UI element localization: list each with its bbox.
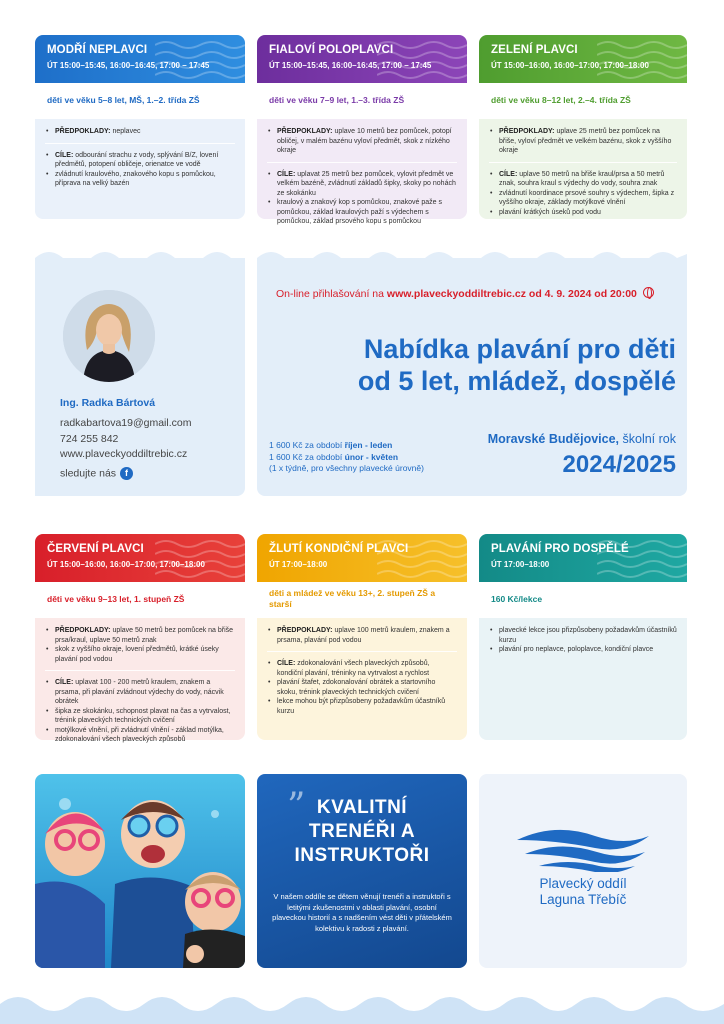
list-item: • kraulový a znakový kop s pomůckou, znakové paže s pomůckou, základ kraulových paží s výdechem s pomůckou, základ prsového kopu s pomůckou xyxy=(267,198,457,227)
card-price: 160 Kč/lekce xyxy=(491,594,543,604)
card-time: ÚT 15:00–15:45, 16:00–16:45, 17:00 – 17:45 xyxy=(269,61,432,70)
club-logo-panel xyxy=(479,774,687,968)
wave-decoration xyxy=(597,35,687,83)
wave-logo-icon xyxy=(515,826,651,872)
card-header xyxy=(257,534,467,582)
kids-swimming-photo xyxy=(35,774,245,968)
prerequisites-section xyxy=(45,626,235,670)
card-time: ÚT 15:00–15:45, 16:00–16:45, 17:00 – 17:45 xyxy=(47,61,210,70)
list-item: • CÍLE: uplavat 25 metrů bez pomůcek, vylovit předmět ve velkém bazéně, zvládnutí základů šipky, skoky po nohách ze skokánku xyxy=(267,170,457,199)
card-time: ÚT 17:00–18:00 xyxy=(491,560,550,569)
price-line: 1 600 Kč za období únor - květen xyxy=(269,451,399,462)
follow-label: sledujte nás xyxy=(60,467,117,480)
card-time: ÚT 15:00–16:00, 16:00–17:00, 17:00–18:00 xyxy=(47,560,205,569)
wave-decoration xyxy=(155,35,245,83)
goals-section xyxy=(267,162,457,233)
list-item: • CÍLE: zdokonalování všech plaveckých způsobů, kondiční plavání, tréninky na vytrvalost a rychlost xyxy=(267,659,457,678)
facebook-icon[interactable]: f xyxy=(120,467,133,480)
card-age: děti ve věku 5–8 let, MŠ, 1.–2. třída ZŠ xyxy=(47,95,200,105)
quote-icon: ” xyxy=(287,786,306,827)
list-item: • CÍLE: uplave 50 metrů na břiše kraul/prsa a 50 metrů znak, souhra kraul s výdechy do vody, souhra znak xyxy=(489,170,677,189)
list-item: • plavání krátkých úseků pod vodu xyxy=(489,208,677,218)
registration-link[interactable]: www.plaveckyoddiltrebic.cz xyxy=(386,288,526,300)
quality-text: V našem oddíle se dětem věnují trenéři a instruktoři s letitými zkušenostmi v oblasti plavání, osobní plaveckou historií a s nadšením vést děti v přátelském kolektivu k radosti z plavání. xyxy=(272,892,452,933)
page-title: Nabídka plavání pro děti od 5 let, mládež, dospělé xyxy=(357,334,676,396)
list-item: • zvládnutí kraulového, znakového kopu s pomůckou, příprava na velký bazén xyxy=(45,170,235,189)
trainer-email[interactable]: radkabartova19@gmail.com xyxy=(60,417,192,429)
card-body xyxy=(479,618,687,740)
list-item: • PŘEDPOKLADY: uplave 10 metrů bez pomůcek, potopí obličej, v malém bazénu vyloví předmět, skok z nízkého okraje xyxy=(267,127,457,156)
card-title: PLAVÁNÍ PRO DOSPĚLÉ xyxy=(491,543,629,555)
list-item: • PŘEDPOKLADY: uplave 100 metrů kraulem, znakem a prsama, plavání pod vodou xyxy=(267,626,457,645)
price-note: (1 x týdně, pro všechny plavecké úrovně) xyxy=(269,463,424,473)
list-item: • PŘEDPOKLADY: uplave 25 metrů bez pomůcek na břiše, vyloví předmět ve velkém bazénu, skok z vyššího okraje xyxy=(489,127,677,156)
card-age: děti a mládež ve věku 13+, 2. stupeň ZŠ a starší xyxy=(269,588,436,609)
trainer-photo xyxy=(63,290,155,382)
online-registration: On-line přihlašování na www.plaveckyoddiltrebic.cz od 4. 9. 2024 od 20:00 xyxy=(276,287,654,300)
card-header xyxy=(479,534,687,582)
goals-section xyxy=(489,162,677,224)
prerequisites-section xyxy=(489,127,677,162)
trainer-name: Ing. Radka Bártová xyxy=(60,397,156,409)
location: Moravské Budějovice, školní rok xyxy=(487,432,676,446)
quality-title: KVALITNÍ TRENÉŘI A INSTRUKTOŘI xyxy=(294,797,430,866)
list-item: • motýlkové vlnění, při zvládnutí vlnění - základ motýlka, zdokonalování všech plaveckých způsobů xyxy=(45,726,235,745)
list-item: • plavání pro neplavce, poloplavce, kondiční plavce xyxy=(489,645,677,655)
card-body xyxy=(35,119,245,219)
info-section xyxy=(489,626,677,661)
card-header xyxy=(479,35,687,83)
card-age: děti ve věku 9–13 let, 1. stupeň ZŠ xyxy=(47,594,185,604)
wave-decoration xyxy=(377,35,467,83)
globe-icon xyxy=(643,287,654,298)
goals-section xyxy=(267,651,457,722)
list-item: • lekce mohou být přizpůsobeny požadavkům účastníků kurzu xyxy=(267,697,457,716)
card-time: ÚT 15:00–16:00, 16:00–17:00, 17:00–18:00 xyxy=(491,61,649,70)
wave-decoration xyxy=(597,534,687,582)
wave-decoration xyxy=(155,534,245,582)
card-header xyxy=(35,534,245,582)
follow-us xyxy=(60,467,133,480)
card-zeleni-plavci xyxy=(479,35,687,219)
list-item: • CÍLE: odbourání strachu z vody, splývání B/Z, lovení předmětů, potopení obličeje, orienatce ve vodě xyxy=(45,151,235,170)
card-title: ŽLUTÍ KONDIČNÍ PLAVCI xyxy=(269,543,409,555)
card-body xyxy=(257,119,467,225)
trainer-panel xyxy=(35,258,245,496)
wave-decoration xyxy=(377,534,467,582)
trainer-web[interactable]: www.plaveckyoddiltrebic.cz xyxy=(60,448,188,460)
card-plavani-pro-dospele xyxy=(479,534,687,740)
card-body xyxy=(35,618,245,743)
card-title: ZELENÍ PLAVCI xyxy=(491,44,578,56)
card-age: děti ve věku 7–9 let, 1.–3. třída ZŠ xyxy=(269,95,405,105)
club-name: Plavecký oddíl Laguna Třebíč xyxy=(539,876,627,907)
card-body xyxy=(479,119,687,219)
list-item: • plavecké lekce jsou přizpůsobeny požadavkům účastníků kurzu xyxy=(489,626,677,645)
card-cerveni-plavci xyxy=(35,534,245,743)
season: 2024/2025 xyxy=(562,451,676,478)
card-age: děti ve věku 8–12 let, 2.–4. třída ZŠ xyxy=(491,95,631,105)
card-modri-neplavci xyxy=(35,35,245,219)
prerequisites-section xyxy=(267,127,457,162)
trainer-phone[interactable]: 724 255 842 xyxy=(60,433,119,445)
price-line: 1 600 Kč za období říjen - leden xyxy=(269,440,393,450)
list-item: • PŘEDPOKLADY: uplave 50 metrů bez pomůcek na břiše prsa/kraul, uplave 50 metrů znak xyxy=(45,626,235,645)
prerequisites-section xyxy=(45,127,235,143)
card-zluti-kondicni-plavci xyxy=(257,534,467,740)
list-item: • plavání štafet, zdokonalování obrátek a startovního skoku, trénink plaveckých technických cvičení xyxy=(267,678,457,697)
card-title: FIALOVÍ POLOPLAVCI xyxy=(269,44,394,56)
card-fialovi-poloplavci xyxy=(257,35,467,225)
goals-section xyxy=(45,143,235,195)
card-header xyxy=(257,35,467,83)
card-header xyxy=(35,35,245,83)
list-item: • CÍLE: uplavat 100 - 200 metrů kraulem, znakem a prsama, při plavání zvládnout výdechy do vody, nácvik obrátek xyxy=(45,678,235,707)
prerequisites-section xyxy=(267,626,457,651)
card-body xyxy=(257,618,467,740)
list-item: • PŘEDPOKLADY: neplavec xyxy=(45,127,235,137)
quality-trainers-panel xyxy=(257,774,467,968)
list-item: • zvládnutí koordinace prsové souhry s výdechem, šipka z vyššího okraje, základy motýlkové vlnění xyxy=(489,189,677,208)
card-time: ÚT 17:00–18:00 xyxy=(269,560,328,569)
goals-section xyxy=(45,670,235,751)
list-item: • skok z vyššího okraje, lovení předmětů, krátké úseky plavání pod vodou xyxy=(45,645,235,664)
card-title: ČERVENÍ PLAVCI xyxy=(47,543,144,555)
card-title: MODŘÍ NEPLAVCI xyxy=(47,44,148,56)
prices xyxy=(269,440,424,475)
list-item: • šipka ze skokánku, schopnost plavat na čas a vytrvalost, trénink plaveckých technických cvičení xyxy=(45,707,235,726)
bottom-wave-decoration xyxy=(0,990,724,1024)
